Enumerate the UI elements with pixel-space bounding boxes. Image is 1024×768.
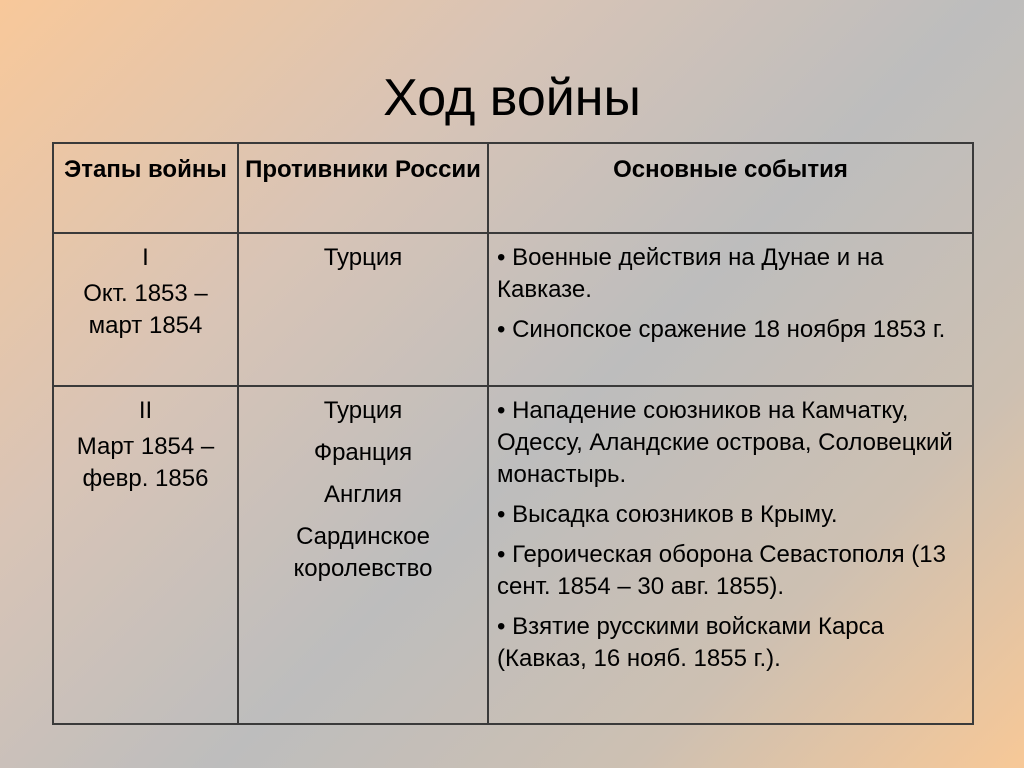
slide-title: Ход войны [383, 69, 641, 127]
enemies-cell [238, 386, 488, 724]
enemies-cell [238, 233, 488, 386]
enemy-item: Англия [324, 481, 402, 508]
event-item: • Синопское сражение 18 ноября 1853 г. [497, 316, 946, 343]
events-cell [488, 386, 973, 724]
header-stages: Этапы войны [53, 143, 238, 233]
war-stages-table [52, 142, 974, 725]
table-row [53, 233, 973, 386]
event-item: • Нападение союзников на Камчатку, Одессу, Аландские острова, Соловецкий монастырь. [497, 397, 953, 488]
enemy-item: Турция [323, 397, 403, 424]
events-cell [488, 233, 973, 386]
header-events: Основные события [488, 143, 973, 233]
table-header-row [53, 143, 973, 233]
stage-cell [53, 233, 238, 386]
event-item: • Высадка союзников в Крыму. [497, 501, 838, 528]
stage-cell [53, 386, 238, 724]
stage-number: I [142, 244, 149, 271]
enemy-item: Турция [323, 244, 403, 271]
header-enemies: Противники России [238, 143, 488, 233]
enemy-item: Сардинское королевство [293, 523, 433, 582]
event-item: • Военные действия на Дунае и на Кавказе. [497, 244, 884, 303]
event-item: • Героическая оборона Севастополя (13 сент. 1854 – 30 авг. 1855). [497, 541, 946, 600]
table-row [53, 386, 973, 724]
event-item: • Взятие русскими войсками Карса (Кавказ, 16 нояб. 1855 г.). [497, 613, 884, 672]
stage-period: Март 1854 – февр. 1856 [76, 433, 215, 492]
stage-period: Окт. 1853 – март 1854 [83, 280, 208, 339]
stage-number: II [138, 397, 153, 424]
enemy-item: Франция [313, 439, 413, 466]
